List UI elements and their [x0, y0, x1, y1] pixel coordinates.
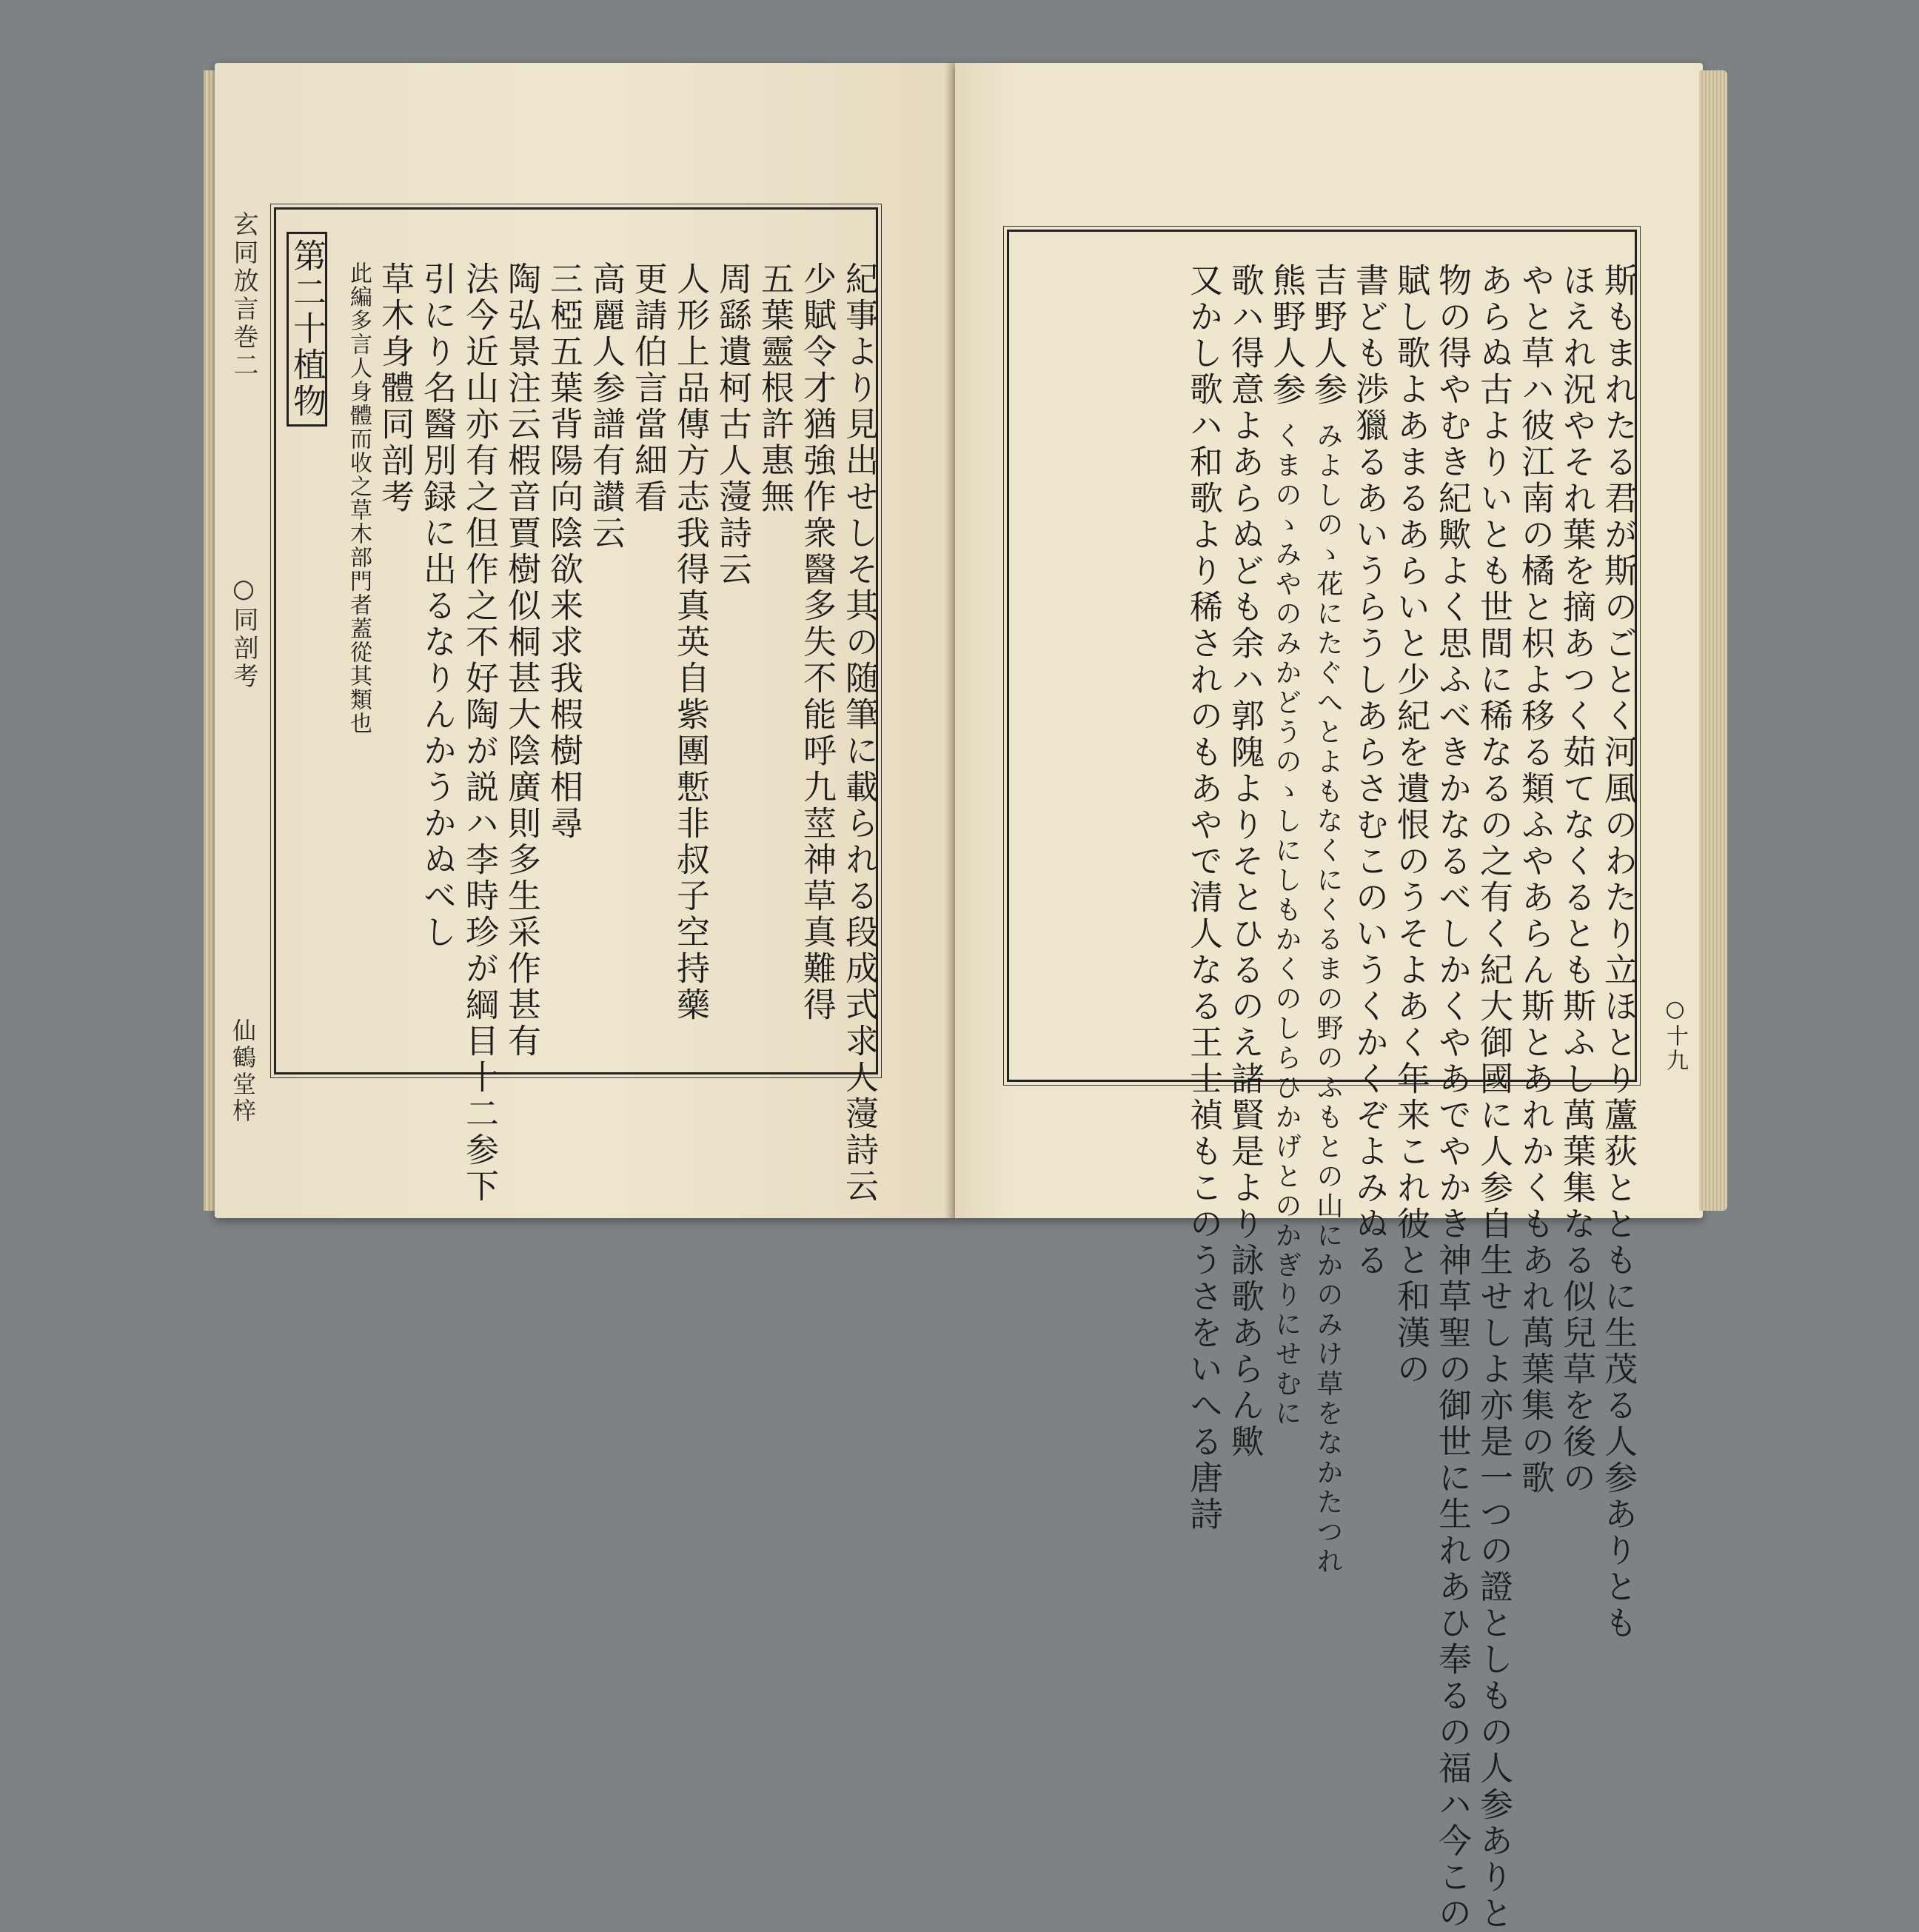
left-page [215, 63, 955, 1218]
margin-subtitle: ○同剖考 [229, 574, 258, 691]
poem-title: 吉野人参 [1308, 263, 1347, 408]
text-column: 周繇遺柯古人薓詩云 [713, 261, 752, 588]
text-column: 少賦令才猶強作衆醫多失不能呼九莖神草真難得 [797, 261, 837, 1023]
publisher-mark: 仙鶴堂梓 [229, 1018, 257, 1125]
note-column: 此編多言人身體而收之草木部門者蓋從其類也 [346, 261, 372, 735]
text-columns-right [1179, 232, 1638, 1932]
text-column: 高麗人参譜有讃云 [586, 261, 626, 552]
page-number: ○十九 [1662, 996, 1688, 1073]
text-column: 更請伯言當細看 [629, 261, 668, 515]
text-column: ほえれ況やそれ葉を摘あつく茹てなくるとも斯ふし萬葉集なる似兒草を後の [1557, 263, 1596, 1497]
text-column: 引にり名醫別録に出るなりんかうかぬべし [418, 261, 457, 951]
text-column: 五葉靈根許惠無 [755, 261, 794, 515]
text-columns-left [283, 210, 879, 1205]
text-column: 物の得やむき紀歟よく思ふべきかなるべしかくやあでやかき神草聖の御世に生れあひ奉るの福ハ今この [1433, 263, 1472, 1932]
poem-column [1262, 232, 1306, 1429]
right-page-edges [1699, 70, 1727, 1211]
heading-column [283, 210, 327, 1061]
poem-text: くまのゝみやのみかどうのゝしにしもかくのしらひかげとのかぎりにせむに [1271, 421, 1302, 1429]
text-column: あらぬ古よりいとも世間に稀なるの之有く紀大御國に人参自生せしよ亦是一つの證としもの人参ありと [1474, 263, 1513, 1932]
margin-title: 玄同放言巻二 [229, 211, 258, 380]
text-column: 人形上品傳方志我得真英自紫團慙非叔子空持藥 [671, 261, 710, 1023]
text-column: 斯もまれたる君が斯のごとく河風のわたり立ほとり蘆荻とともに生茂る人参ありとも [1598, 263, 1638, 1642]
text-column: 又かし歌ハ和歌より稀されのもあやで清人なる王士禎もこのうさをいへる唐詩 [1184, 263, 1223, 1533]
text-column: 書ども渉獵るあいうらうしあらさむこのいうくかくぞよみぬる [1350, 263, 1389, 1279]
right-page [955, 63, 1703, 1932]
text-column: 三椏五葉背陽向陰欲来求我椵樹相尋 [544, 261, 583, 842]
text-column: 賦し歌よあまるあらいと少紀を遺恨のうそよあく年来これ彼と和漢の [1391, 263, 1430, 1388]
text-frame-right [1007, 230, 1638, 1932]
text-column: 歌ハ得意よあらぬども余ハ郭隗よりそとひるのえ諸賢是より詠歌あらん歟 [1225, 263, 1265, 1460]
text-column: 法今近山亦有之但作之不好陶が説ハ李時珍が綱目十二参下 [460, 261, 499, 1205]
poem-title: 熊野人参 [1267, 263, 1306, 408]
text-column: 陶弘景注云椵音賈樹似桐甚大陰廣則多生采作甚有 [502, 261, 541, 1060]
text-column: 紀事より見出せしそ其の随筆に載られる段成式求人薓詩云 [840, 261, 879, 1205]
poem-text: みよしのゝ花にたぐへとよもなくにくるまの野のふもとの山にかのみけ草をなかたつれ [1313, 421, 1343, 1577]
text-frame-left [274, 207, 879, 1205]
text-column: 草木身體同剖考 [375, 261, 415, 515]
section-heading: 第二十植物 [287, 232, 327, 427]
poem-column [1303, 232, 1347, 1577]
book-spread [189, 48, 1725, 1932]
text-column: やと草ハ彼江南の橘と枳よ移る類ふやあらん斯とあれかくもあれ萬葉集の歌 [1516, 263, 1555, 1497]
